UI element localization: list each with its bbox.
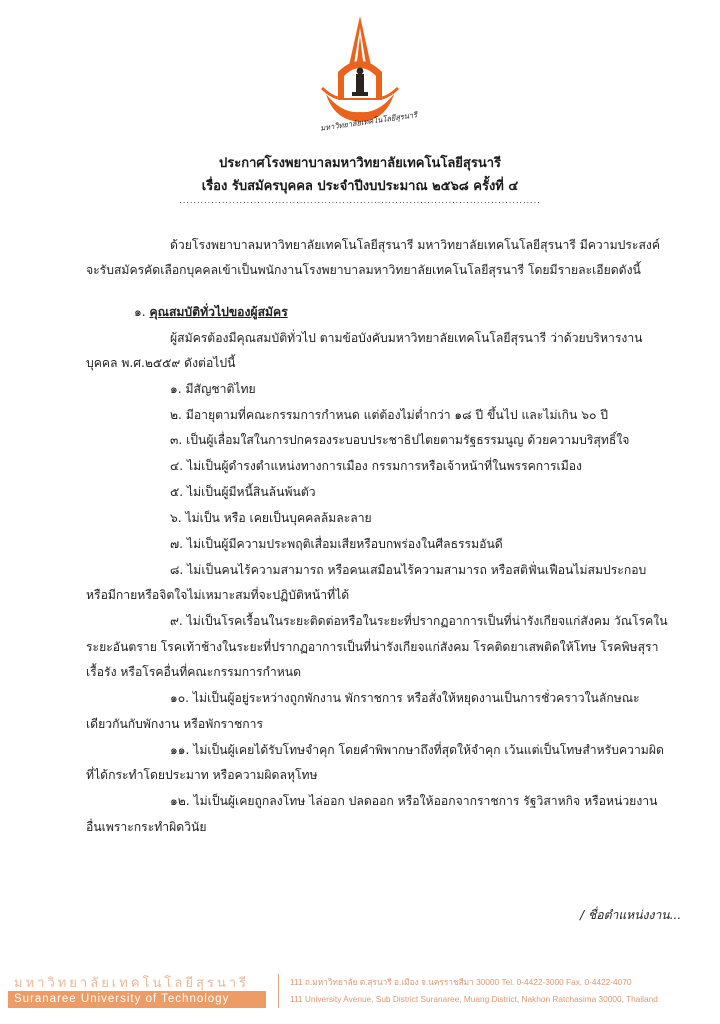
- list-item: ๔. ไม่เป็นผู้ดำรงตำแหน่งทางการเมือง กรรมการหรือเจ้าหน้าที่ในพรรคการเมือง: [170, 459, 583, 473]
- list-item: ๓. เป็นผู้เลื่อมใสในการปกครองระบอบประชาธิปไตยตามรัฐธรรมนูญ ด้วยความบริสุทธิ์ใจ: [170, 433, 630, 447]
- list-item: ๑๐. ไม่เป็นผู้อยู่ระหว่างถูกพักงาน พักราชการ หรือสั่งให้หยุดงานเป็นการชั่วคราวในลักษณะ: [170, 691, 640, 705]
- intro-line-1: ด้วยโรงพยาบาลมหาวิทยาลัยเทคโนโลยีสุรนารี มหาวิทยาลัยเทคโนโลยีสุรนารี มีความประสงค์: [170, 238, 660, 252]
- footer-address-th: 111 ถ.มหาวิทยาลัย ต.สุรนารี อ.เมือง จ.นครราชสีมา 30000 Tel. 0-4422-3000 Fax. 0-4422-4070: [290, 977, 632, 987]
- list-item-continuation: ที่ได้กระทำโดยประมาท หรือความผิดลหุโทษ: [86, 768, 318, 782]
- list-item-continuation: เรื้อรัง หรือโรคอื่นที่คณะกรรมการกำหนด: [86, 665, 302, 679]
- list-item: ๑. มีสัญชาติไทย: [170, 382, 256, 396]
- section-number: ๑.: [134, 305, 146, 319]
- footer-address-en: 111 University Avenue, Sub District Suranaree, Muang District, Nakhon Ratchasima 30000, Thailand: [290, 994, 658, 1004]
- list-item: ๗. ไม่เป็นผู้มีความประพฤติเสื่อมเสียหรือบกพร่องในศีลธรรมอันดี: [170, 537, 503, 551]
- section-1-heading: [134, 304, 288, 320]
- list-item: ๑๑. ไม่เป็นผู้เคยได้รับโทษจำคุก โดยคำพิพากษาถึงที่สุดให้จำคุก เว้นแต่เป็นโทษสำหรับความผิด: [170, 743, 664, 757]
- announcement-title: ประกาศโรงพยาบาลมหาวิทยาลัยเทคโนโลยีสุรนารี: [219, 156, 501, 171]
- list-item: ๒. มีอายุตามที่คณะกรรมการกำหนด แต่ต้องไม่ต่ำกว่า ๑๘ ปี ขึ้นไป และไม่เกิน ๖๐ ปี: [170, 408, 609, 422]
- logo-caption: มหาวิทยาลัยเทคโนโลยีสุรนารี: [319, 110, 418, 133]
- list-item: ๕. ไม่เป็นผู้มีหนี้สินล้นพ้นตัว: [170, 485, 316, 499]
- list-item: ๙. ไม่เป็นโรคเรื้อนในระยะติดต่อหรือในระยะที่ปรากฏอาการเป็นที่น่ารังเกียจแก่สังคม วัณโรคใน: [170, 614, 668, 628]
- footer-divider: [278, 974, 279, 1008]
- section-desc-line-1: ผู้สมัครต้องมีคุณสมบัติทั่วไป ตามข้อบังคับมหาวิทยาลัยเทคโนโลยีสุรนารี ว่าด้วยบริหารงาน: [170, 331, 643, 345]
- announcement-subject: เรื่อง รับสมัครบุคคล ประจำปีงบประมาณ ๒๕๖๘ ครั้งที่ ๔: [201, 179, 519, 194]
- section-desc-line-2: บุคคล พ.ศ.๒๕๕๙ ดังต่อไปนี้: [86, 356, 236, 370]
- list-item-continuation: เดียวกันกับพักงาน หรือพักราชการ: [86, 717, 264, 731]
- next-page-marker: / ชื่อตำแหน่งงาน...: [580, 908, 682, 922]
- footer-university-name-en: Suranaree University of Technology: [8, 991, 266, 1008]
- intro-line-2: จะรับสมัครคัดเลือกบุคคลเข้าเป็นพนักงานโรงพยาบาลมหาวิทยาลัยเทคโนโลยีสุรนารี โดยมีรายละเอียดดังนี้: [86, 263, 641, 277]
- footer-university-name-th: มหาวิทยาลัยเทคโนโลยีสุรนารี: [14, 976, 250, 991]
- list-item-continuation: หรือมีกายหรือจิตใจไม่เหมาะสมที่จะปฏิบัติหน้าที่ได้: [86, 588, 350, 602]
- list-item-continuation: ระยะอันตราย โรคเท้าช้างในระยะที่ปรากฏอาการเป็นที่น่ารังเกียจแก่สังคม โรคติดยาเสพติดให้โทษ โรคพิษสุรา: [86, 640, 659, 654]
- section-title: คุณสมบัติทั่วไปของผู้สมัคร: [149, 305, 288, 319]
- title-divider: ......................................................................................................: [179, 196, 541, 205]
- list-item: ๖. ไม่เป็น หรือ เคยเป็นบุคคลล้มละลาย: [170, 511, 372, 525]
- list-item: ๑๒. ไม่เป็นผู้เคยถูกลงโทษ ไล่ออก ปลดออก หรือให้ออกจากราชการ รัฐวิสาหกิจ หรือหน่วยงาน: [170, 794, 658, 808]
- list-item-continuation: อื่นเพราะกระทำผิดวินัย: [86, 820, 207, 834]
- list-item: ๘. ไม่เป็นคนไร้ความสามารถ หรือคนเสมือนไร้ความสามารถ หรือสติฟั่นเฟือนไม่สมประกอบ: [170, 563, 647, 577]
